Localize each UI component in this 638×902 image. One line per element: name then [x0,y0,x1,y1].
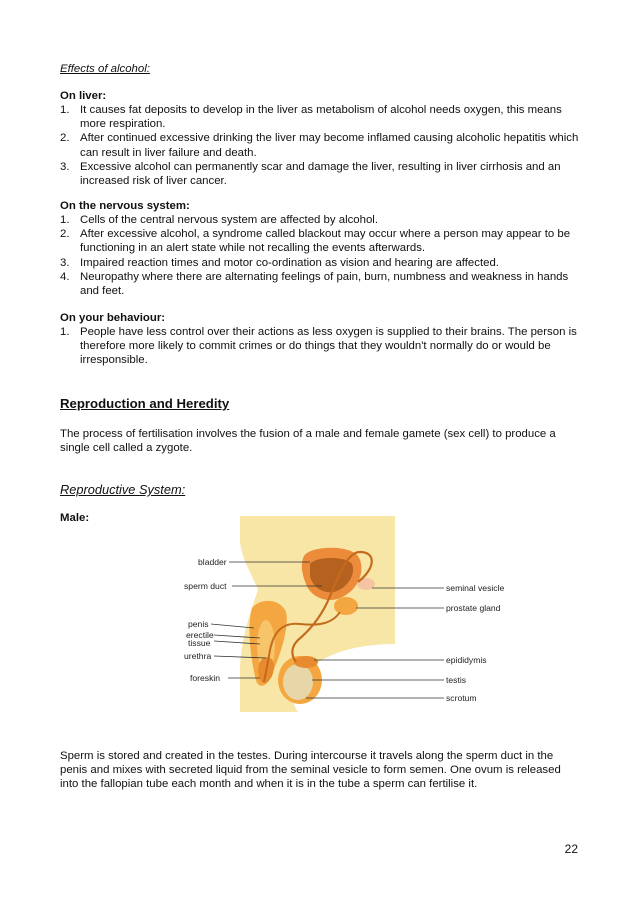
page-number: 22 [564,842,578,856]
label-tissue: tissue [188,638,211,648]
epididymis-shape [294,656,318,668]
label-erectile: erectile [186,630,214,640]
list-nervous [60,213,580,298]
label-sperm-duct: sperm duct [184,581,227,591]
label-urethra: urethra [184,651,212,661]
testis-shape [283,664,313,700]
list-item: 3. Excessive alcohol can permanently scar and damage the liver, resulting in liver cirrhosis and an increased risk of liver cancer. [60,160,561,188]
section-title-effects: Effects of alcohol: [60,63,150,75]
list-item: 1. It causes fat deposits to develop in the liver as metabolism of alcohol needs oxygen, this means more respiration. [60,104,562,131]
prostate-shape [334,597,358,615]
label-penis: penis [188,619,209,629]
label-seminal-vesicle: seminal vesicle [446,583,505,593]
list-liver [60,103,580,188]
male-label: Male: [60,512,90,524]
male-reproductive-diagram [180,512,505,712]
list-behaviour [60,325,580,368]
label-foreskin: foreskin [190,673,221,683]
list-item: 1. People have less control over their actions as less oxygen is supplied to their brains. The person is therefore more likely to commit crimes or do things that they wouldn't normally do or would be irresponsible. [60,326,577,367]
heading-reproductive-system: Reproductive System: [60,482,186,497]
closing-paragraph: Sperm is stored and created in the testes. During intercourse it travels along the sperm duct in the penis and mixes with secreted liquid from the seminal vesicle to form semen. One ovum is released into the fallopian tube each month and when it is in the tube a sperm can fertilise it. [60,750,561,791]
list-item: 1. Cells of the central nervous system are affected by alcohol. [60,214,378,226]
heading-behaviour: On your behaviour: [60,312,166,324]
reproduction-intro: The process of fertilisation involves the fusion of a male and female gamete (sex cell) to produce a single cell called a zygote. [60,428,556,455]
list-item: 2. After continued excessive drinking the liver may become inflamed causing alcoholic hepatitis which can result in liver failure and death. [60,132,579,159]
label-scrotum: scrotum [446,693,477,703]
heading-nervous-system: On the nervous system: [60,200,190,212]
heading-liver: On liver: [60,90,107,102]
list-item: 4. Neuropathy where there are alternating feelings of pain, burn, numbness and weakness in hands and feet. [60,270,569,298]
list-item: 2. After excessive alcohol, a syndrome called blackout may occur where a person may appear to be functioning in an alert state while not recalling the events afterwards. [60,228,571,255]
label-epididymis: epididymis [446,655,487,665]
label-bladder: bladder [198,557,227,567]
list-item: 3. Impaired reaction times and motor co-ordination as vision and hearing are affected. [60,256,499,269]
label-prostate-gland: prostate gland [446,603,501,613]
label-testis: testis [446,675,467,685]
heading-reproduction: Reproduction and Heredity [60,396,230,411]
